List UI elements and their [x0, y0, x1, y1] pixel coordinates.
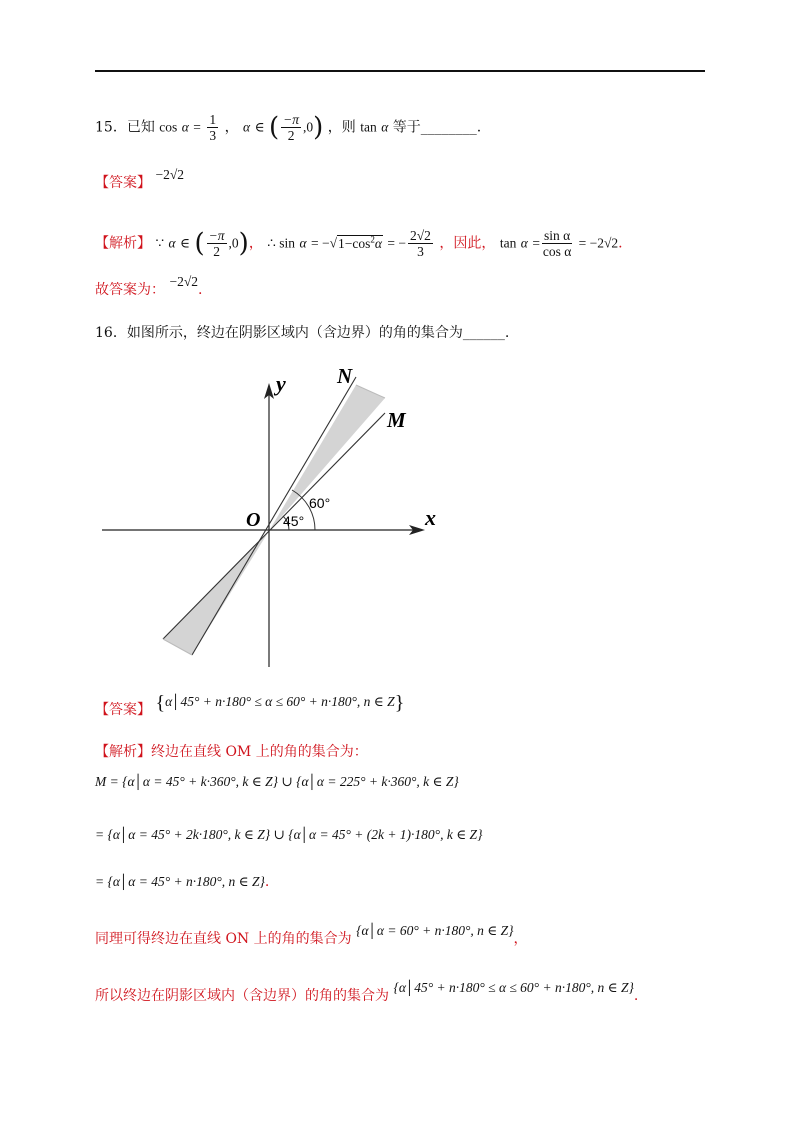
analysis-15: 【解析】 ∵ α ∈ ( $\frac{-\pi}{2}$ ,0)， ∴ $\sin \alpha = -√1-\cos^2\alpha$ = − $\frac{2√2}{3}$ ，因此， tan α = $\frac{\text{sin α}}{\text{cos α}}$ = −2√2.: [95, 228, 623, 259]
q15-fraction: $\frac{1}{3}$: [209, 112, 217, 143]
answer-16: 【答案】 {α│45° + n·180° ≤ α ≤ 60° + n·180°, n ∈ Z}: [95, 691, 405, 718]
angle-60-label: 60°: [309, 495, 331, 511]
x-axis-label: x: [425, 505, 436, 530]
line-om: [163, 413, 385, 639]
analysis-16-line2: = {α│α = 45° + 2k·180°, k ∈ Z} ∪ {α│α = 45° + (2k + 1)·180°, k ∈ Z}: [95, 827, 483, 842]
y-axis-label: y: [276, 371, 286, 396]
answer-15-value: −2√2: [155, 167, 184, 182]
analysis-16-line3: = {α│α = 45° + n·180°, n ∈ Z}.: [95, 874, 270, 890]
angle-45-label: 45°: [283, 513, 305, 529]
q15-interval: $\frac{-\pi}{2}$: [283, 112, 300, 143]
final-answer-15: 故答案为： −2√2.: [95, 274, 203, 298]
analysis-16-final: 所以终边在阴影区域内（含边界）的角的集合为 {α│45° + n·180° ≤ α ≤ 60° + n·180°, n ∈ Z}.: [95, 980, 639, 1004]
q15-number: 15．已知: [95, 119, 155, 136]
angle-figure: [95, 355, 455, 675]
origin-label: O: [246, 509, 261, 531]
line-on: [192, 377, 356, 655]
analysis-16-on: 同理可得终边在直线 ON 上的角的集合为 {α│α = 60° + n·180°, n ∈ Z}，: [95, 923, 528, 947]
question-15: 15．已知 cos α = $\frac{1}{3}$ ， α ∈ ( $\frac{-\pi}{2}$ ,0) ，则 tan α 等于________.: [95, 112, 482, 143]
analysis-16-intro: 【解析】终边在直线 OM 上的角的集合为：: [95, 744, 368, 760]
q15-cos: cos: [159, 119, 178, 135]
shaded-region-lower: [163, 531, 269, 655]
answer-tag: 【答案】: [95, 175, 151, 191]
answer-15: [95, 167, 184, 193]
point-n-label: N: [337, 364, 353, 388]
point-m-label: M: [387, 408, 406, 432]
header-rule: [95, 70, 705, 72]
q15-blank: 等于________.: [392, 119, 482, 136]
answer-16-set: α│45° + n·180° ≤ α ≤ 60° + n·180°, n ∈ Z: [165, 694, 395, 709]
question-16: 16．如图所示，终边在阴影区域内（含边界）的角的集合为______.: [95, 325, 510, 341]
analysis-16-line1: M = {α│α = 45° + k·360°, k ∈ Z} ∪ {α│α = 225° + k·360°, k ∈ Z}: [95, 774, 459, 789]
analysis-tag: 【解析】: [95, 235, 151, 252]
